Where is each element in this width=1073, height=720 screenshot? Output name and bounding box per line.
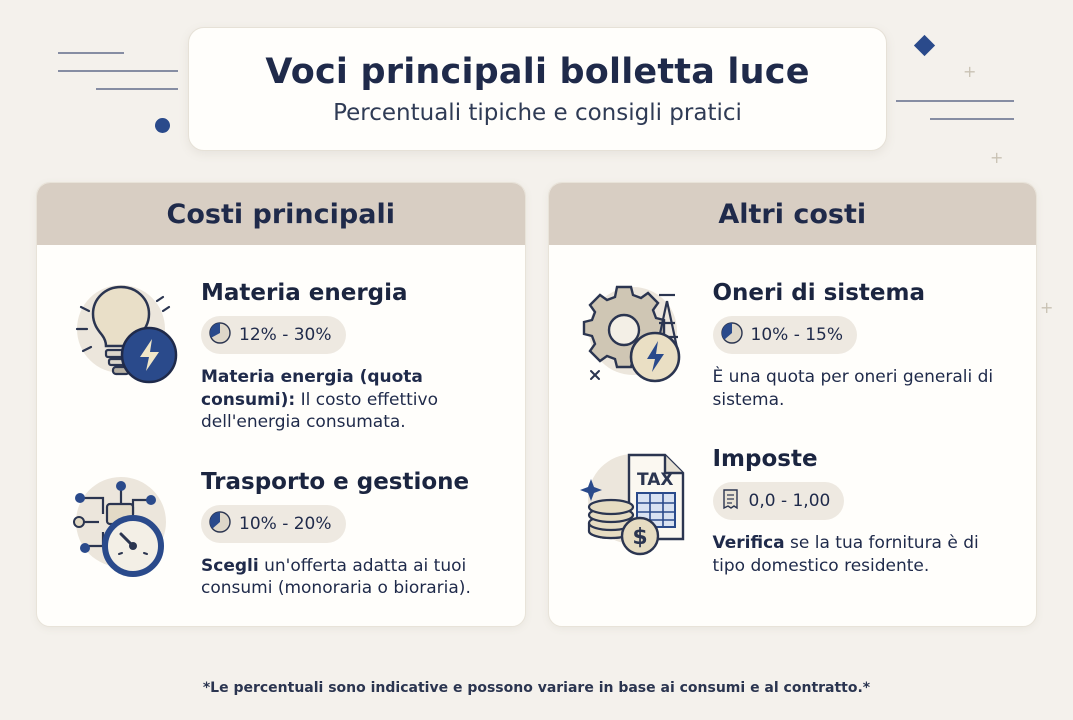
- deco-plus-icon: +: [1040, 298, 1054, 317]
- deco-diamond: [914, 35, 935, 56]
- meter-network-icon: [59, 460, 187, 588]
- deco-line: [58, 52, 124, 54]
- status-badge: [201, 316, 346, 354]
- deco-line: [96, 88, 178, 90]
- pie-chart-icon: [209, 322, 231, 348]
- list-item: [59, 460, 503, 600]
- list-item: [571, 437, 1015, 577]
- badge-value: 0,0 - 1,00: [748, 491, 831, 512]
- item-description-rest: Il costo effettivo dell'energia consumata.: [201, 389, 438, 433]
- item-text: [201, 460, 503, 600]
- badge-value: 10% - 15%: [750, 325, 844, 346]
- deco-line: [930, 118, 1014, 120]
- deco-line: [896, 100, 1014, 102]
- status-badge: [713, 316, 858, 354]
- item-title: Materia energia: [201, 280, 408, 306]
- card-header-title: Altri costi: [718, 198, 867, 230]
- svg-text:TAX: TAX: [636, 470, 674, 491]
- item-title: Imposte: [712, 446, 818, 473]
- columns-container: [36, 182, 1037, 627]
- item-text: [713, 437, 1015, 577]
- item-description: [201, 366, 503, 433]
- badge-value: 10% - 20%: [239, 513, 332, 534]
- status-badge: [201, 505, 346, 543]
- card-body: [549, 245, 1037, 603]
- list-item: [571, 271, 1015, 411]
- deco-dot: [155, 118, 170, 133]
- item-title: Oneri di sistema: [712, 280, 925, 306]
- item-text: [713, 271, 1015, 411]
- card-header: [37, 183, 525, 245]
- deco-plus-icon: +: [963, 62, 977, 81]
- item-description-rest: È una quota per oneri generali di sistema.: [712, 367, 994, 410]
- deco-plus-icon: +: [990, 148, 1004, 167]
- item-description: [713, 532, 1015, 577]
- item-description-strong: Verifica: [712, 533, 785, 554]
- lightbulb-icon: [59, 271, 187, 399]
- item-description-rest: se la tua fornitura è di tipo domestico residente.: [712, 533, 979, 576]
- deco-line: [58, 70, 178, 72]
- page-title: Voci principali bolletta luce: [265, 52, 810, 92]
- tax-coins-icon: [571, 437, 699, 565]
- item-description: [713, 366, 1015, 411]
- pie-chart-icon: [209, 511, 231, 537]
- item-description-strong: Scegli: [201, 555, 259, 576]
- list-item: [59, 271, 503, 434]
- card-altri-costi: [548, 182, 1038, 627]
- item-description-rest: un'offerta adatta ai tuoi consumi (monoraria o bioraria).: [201, 555, 471, 599]
- header-card: [188, 27, 887, 151]
- status-badge: [713, 482, 845, 520]
- card-header: [549, 183, 1037, 245]
- svg-text:$: $: [631, 525, 648, 551]
- page-subtitle: Percentuali tipiche e consigli pratici: [333, 100, 742, 126]
- card-costi-principali: [36, 182, 526, 627]
- item-title: Trasporto e gestione: [201, 468, 470, 495]
- item-description-strong: Materia energia (quota consumi):: [201, 367, 423, 410]
- footnote: *Le percentuali sono indicative e possono variare in base ai consumi e al contratto.*: [202, 680, 871, 696]
- pie-chart-icon: [721, 322, 743, 348]
- receipt-icon: [721, 488, 741, 514]
- item-description: [201, 555, 503, 600]
- card-body: [37, 245, 525, 626]
- item-text: [201, 271, 503, 434]
- badge-value: 12% - 30%: [239, 325, 332, 346]
- card-header-title: Costi principali: [166, 198, 395, 230]
- gear-pylon-icon: [571, 271, 699, 399]
